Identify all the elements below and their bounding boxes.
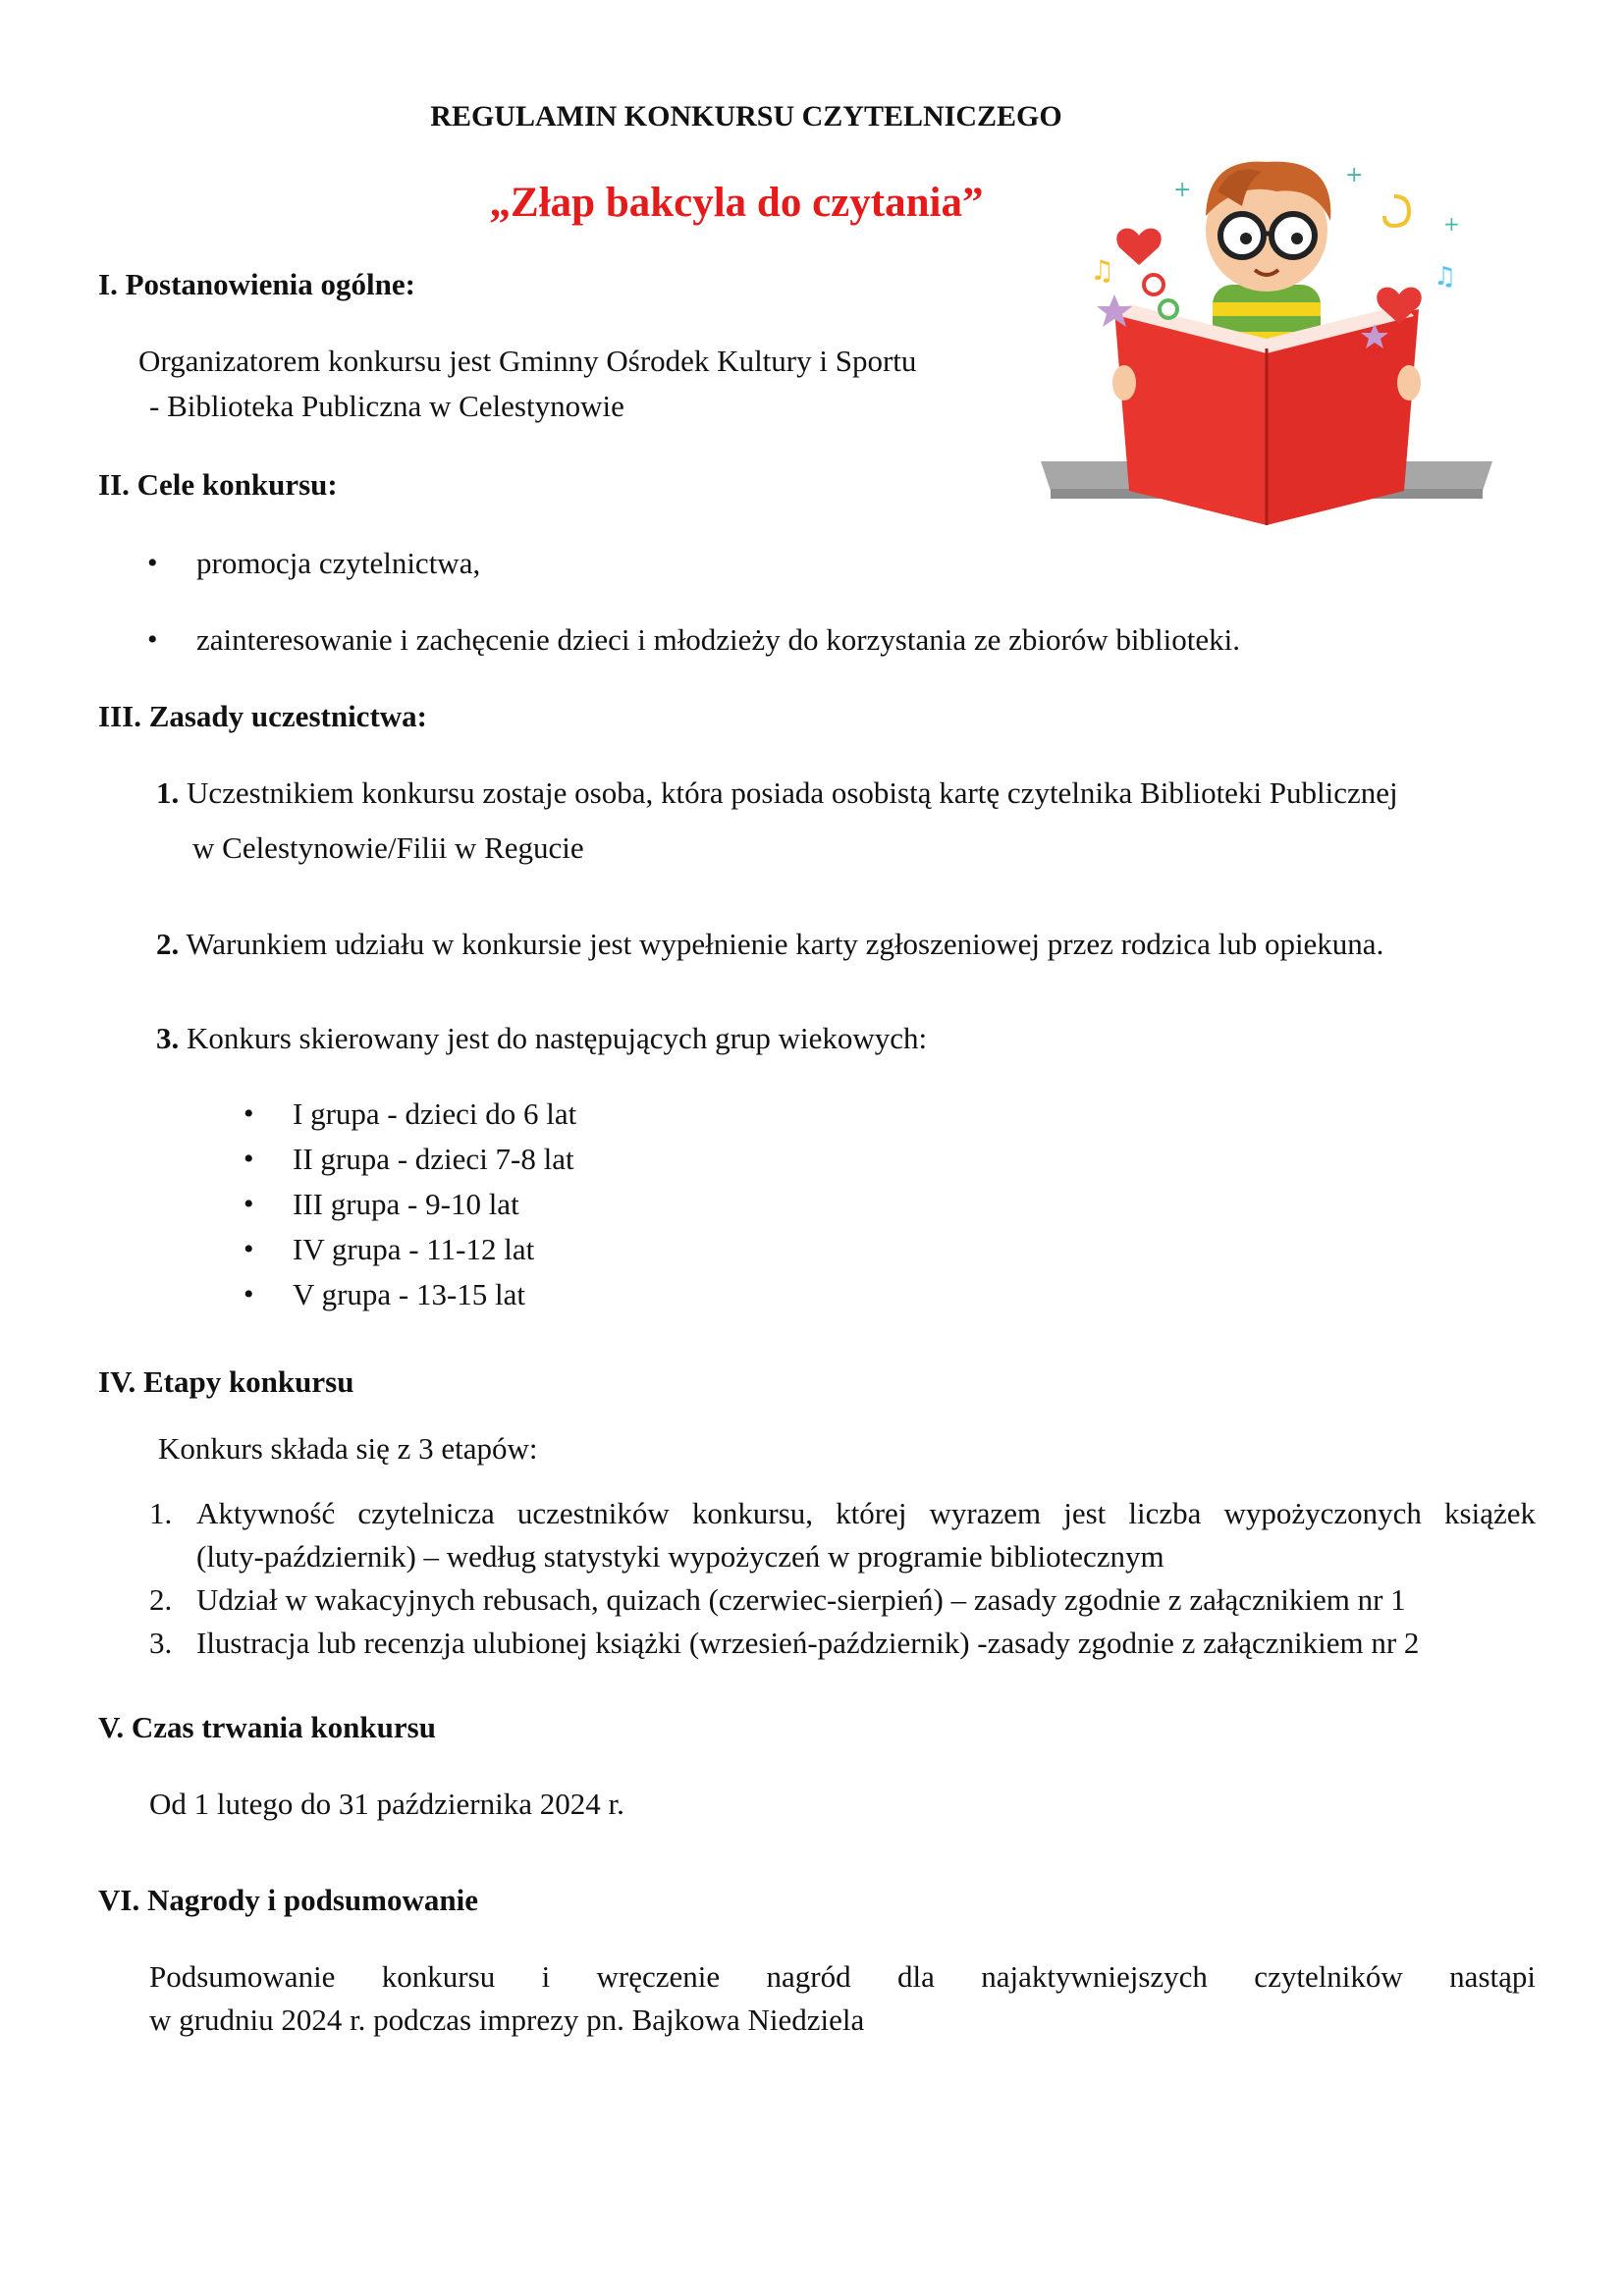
list-item: • V grupa - 13-15 lat	[293, 1272, 576, 1317]
organizer-text-line1: Organizatorem konkursu jest Gminny Ośrodek Kultury i Sportu	[138, 344, 917, 378]
list-item	[149, 1492, 1536, 1578]
svg-text:+: +	[1345, 163, 1364, 187]
document-subtitle: „Złap bakcyla do czytania”	[489, 180, 984, 226]
document-title: REGULAMIN KONKURSU CZYTELNICZEGO	[430, 100, 1062, 133]
organizer-text-line2: - Biblioteka Publiczna w Celestynowie	[149, 389, 624, 423]
rule-item-3	[156, 1017, 927, 1060]
stage-text: Aktywność czytelnicza uczestników konkursu, której wyrazem jest liczba wypożyczonych książek	[196, 1496, 1536, 1530]
stage-number: 1.	[149, 1496, 173, 1530]
svg-text:+: +	[1443, 212, 1460, 236]
rule-text: Uczestnikiem konkursu zostaje osoba, która posiada osobistą kartę czytelnika Biblioteki Publicznej	[187, 775, 1398, 810]
list-item: • promocja czytelnictwa,	[196, 540, 1240, 587]
section-heading-goals: II. Cele konkursu:	[98, 467, 338, 502]
stage-number: 2.	[149, 1582, 173, 1617]
section-heading-awards: VI. Nagrody i podsumowanie	[98, 1883, 479, 1917]
rule-number: 1.	[156, 775, 180, 810]
age-groups-list	[293, 1092, 576, 1317]
rule-number: 3.	[156, 1021, 180, 1055]
list-item: • I grupa - dzieci do 6 lat	[293, 1092, 576, 1137]
svg-text:♫: ♫	[1434, 262, 1457, 292]
list-item	[149, 1578, 1536, 1622]
boy-reading-book-illustration	[1021, 137, 1512, 569]
rule-item-2	[156, 923, 1383, 966]
section-heading-rules: III. Zasady uczestnictwa:	[98, 699, 427, 733]
rule-item-1-line2: w Celestynowie/Filii w Regucie	[192, 830, 584, 865]
awards-text-line2: w grudniu 2024 r. podczas imprezy pn. Bajkowa Niedziela	[149, 2002, 865, 2037]
rule-item-1	[156, 772, 1398, 815]
goals-list	[196, 540, 1240, 664]
list-item: • IV grupa - 11-12 lat	[293, 1227, 576, 1272]
rule-text: Konkurs skierowany jest do następujących grup wiekowych:	[187, 1021, 928, 1055]
duration-text: Od 1 lutego do 31 października 2024 r.	[149, 1787, 624, 1821]
stage-number: 3.	[149, 1626, 173, 1660]
svg-text:+: +	[1173, 178, 1192, 202]
rule-number: 2.	[156, 927, 180, 961]
section-heading-duration: V. Czas trwania konkursu	[98, 1710, 436, 1744]
list-item: • II grupa - dzieci 7-8 lat	[293, 1137, 576, 1182]
stage-text: Udział w wakacyjnych rebusach, quizach (czerwiec-sierpień) – zasady zgodnie z załącznikiem nr 1	[196, 1582, 1406, 1617]
list-item	[149, 1622, 1536, 1665]
svg-text:♫: ♫	[1090, 254, 1115, 287]
stage-text: Ilustracja lub recenzja ulubionej książki (wrzesień-październik) -zasady zgodnie z załącznikiem nr 2	[196, 1626, 1420, 1660]
section-heading-stages: IV. Etapy konkursu	[98, 1364, 354, 1399]
heart-icon	[1116, 229, 1161, 265]
rule-text: Warunkiem udziału w konkursie jest wypełnienie karty zgłoszeniowej przez rodzica lub opiekuna.	[186, 927, 1384, 961]
list-item: • zainteresowanie i zachęcenie dzieci i młodzieży do korzystania ze zbiorów biblioteki.	[196, 616, 1240, 664]
stages-intro: Konkurs składa się z 3 etapów:	[158, 1431, 538, 1466]
awards-text-line1: Podsumowanie konkursu i wręczenie nagród dla najaktywniejszych czytelników nastąpi	[149, 1959, 1536, 1994]
stages-list	[149, 1492, 1536, 1665]
list-item: • III grupa - 9-10 lat	[293, 1182, 576, 1227]
stage-text-line2: (luty-październik) – według statystyki wypożyczeń w programie bibliotecznym	[196, 1539, 1164, 1574]
section-heading-general: I. Postanowienia ogólne:	[98, 267, 415, 301]
